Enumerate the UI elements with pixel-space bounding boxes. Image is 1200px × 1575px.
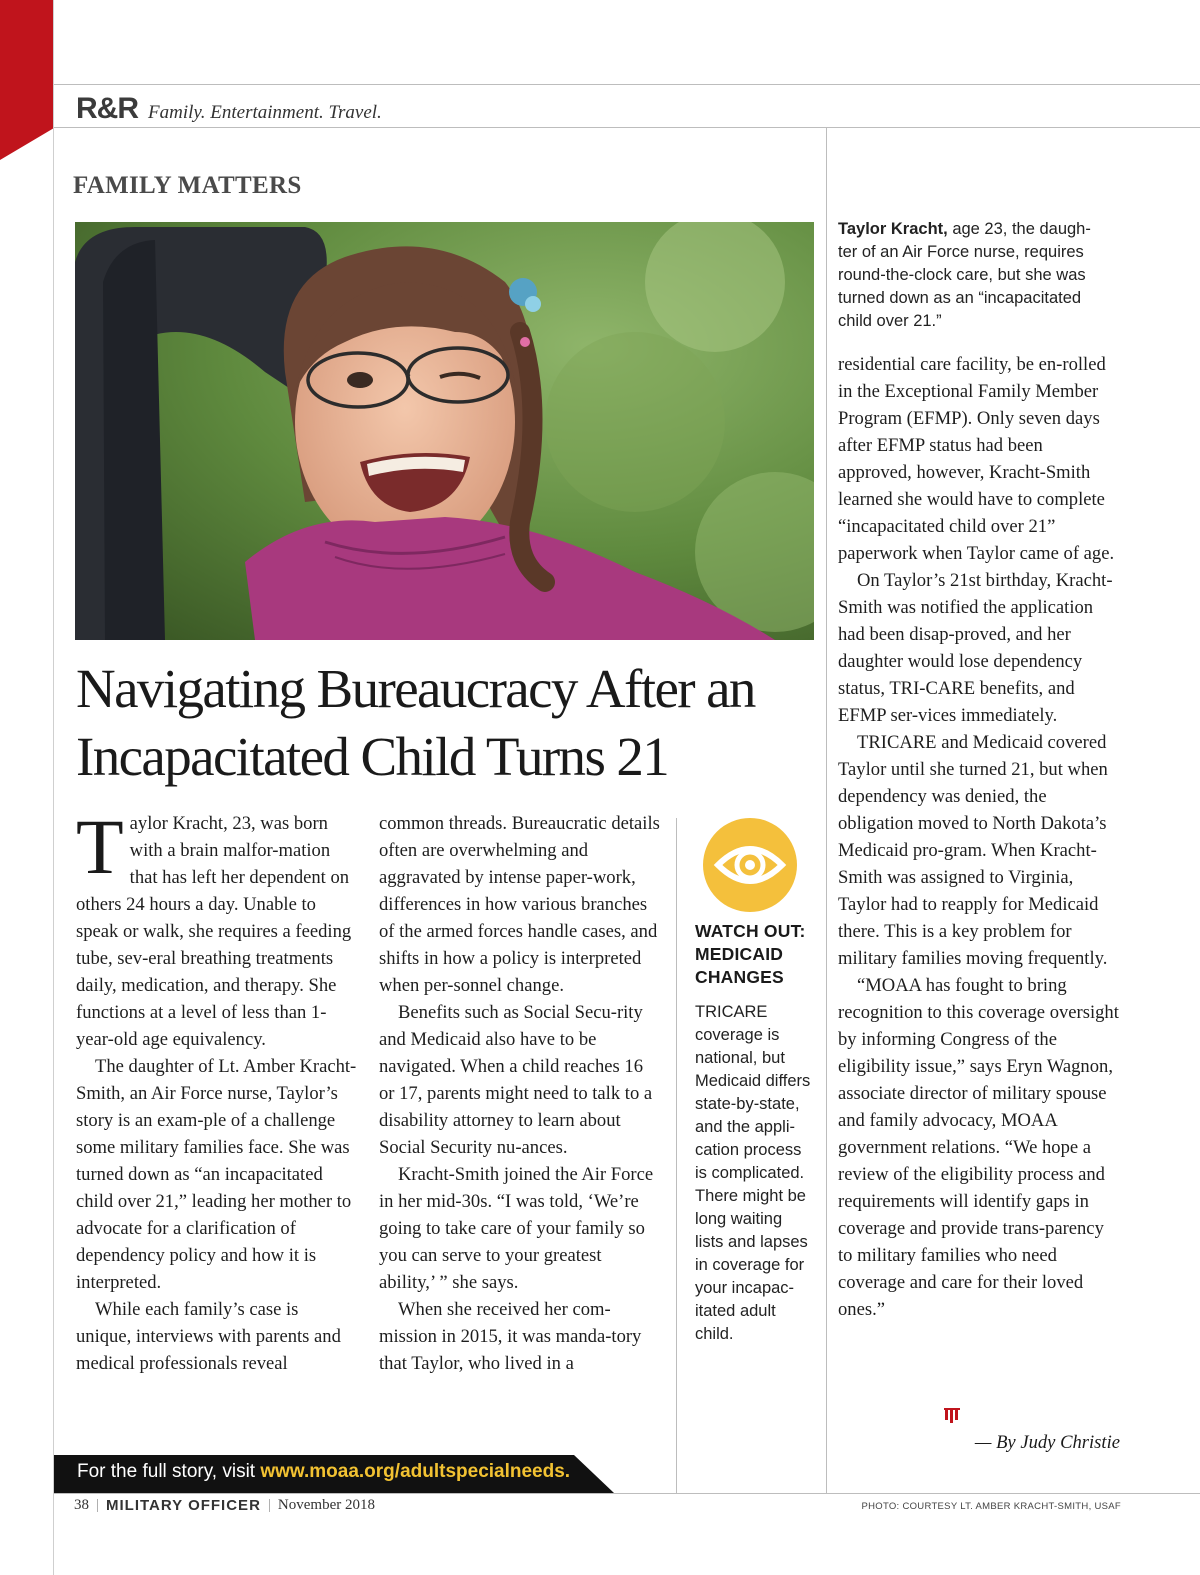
end-mark-icon: [944, 1408, 962, 1424]
section-tagline: Family. Entertainment. Travel.: [148, 102, 382, 123]
eye-icon: [702, 817, 798, 913]
sidebar-title: WATCH OUT: MEDICAID CHANGES: [695, 921, 806, 987]
column-divider-right: [826, 127, 827, 1494]
column-label: FAMILY MATTERS: [73, 172, 302, 199]
article-paragraph: Taylor Kracht, 23, was born with a brain malfor-mation that has left her dependent on others 24 hours a day. Unable to speak or walk, she requires a feeding tube, sev-eral breathing treatments daily, medication, and therapy. She functions at a level of less than 1-year-old age equivalency.: [76, 803, 352, 1050]
portrait-image: [75, 222, 814, 640]
article-paragraph: TRICARE and Medicaid covered Taylor until she turned 21, but when dependency was denied, the obligation moved to North Dakota’s Medicaid pro-gram. When Kracht-Smith was assigned to Virginia, Taylor had to reapply for Medicaid there. This is a key problem for military families moving frequently.: [838, 732, 1108, 969]
article-paragraph: When she received her com-mission in 2015, it was manda-tory that Taylor, who lived in a: [379, 1299, 642, 1374]
sidebar-text: TRICARE coverage is national, but Medicaid differs state-by-state, and the appli-cation process is complicated. There might be long waiting lists and lapses in coverage for your incapac-itated adult child.: [695, 1003, 811, 1343]
margin-rule: [53, 0, 54, 1575]
article-paragraph: While each family’s case is unique, interviews with parents and medical professionals reveal: [76, 1299, 341, 1374]
article-column-1: [76, 803, 358, 1377]
article-paragraph: Kracht-Smith joined the Air Force in her mid-30s. “I was told, ‘We’re going to take care of your family so you can serve to your greatest ability,’ ” she says.: [379, 1164, 654, 1293]
article-paragraph: “MOAA has fought to bring recognition to this coverage oversight by informing Congress of the eligibility issue,” says Eryn Wagnon, associate director of military spouse and family advocacy, MOAA government relations. “We hope a review of the eligibility process and requirements will identify gaps in coverage and provide trans-parency to military families who need coverage and care for their loved ones.”: [838, 975, 1119, 1320]
photo-caption: [838, 218, 1108, 333]
footer-separator: |: [267, 1497, 271, 1513]
publication-name: MILITARY OFFICER: [106, 1497, 261, 1514]
article-paragraph: On Taylor’s 21st birthday, Kracht-Smith was notified the application had been disap-proved, and her daughter would lose dependency status, TRI-CARE benefits, and EFMP ser-vices immediately.: [838, 570, 1113, 726]
page-number: 38: [74, 1497, 89, 1513]
article-column-2: [379, 810, 661, 1377]
article-headline: Navigating Bureaucracy After an Incapacitated Child Turns 21: [76, 658, 755, 787]
section-color-tab: [0, 0, 54, 160]
header-rule-top: [54, 84, 1200, 85]
article-column-3: [838, 351, 1120, 1323]
article-photo: [75, 222, 814, 640]
caption-text: age 23, the daugh-ter of an Air Force nurse, requires round-the-clock care, but she was turned down as an “incapacitated child over 21.”: [838, 220, 1091, 330]
drop-cap: T: [76, 803, 124, 890]
page-footer: [74, 1497, 375, 1514]
article-paragraph: Benefits such as Social Secu-rity and Medicaid also have to be navigated. When a child reaches 16 or 17, parents might need to talk to a disability attorney to learn about Social Security nu-ances.: [379, 1002, 653, 1158]
section-header: [76, 92, 382, 124]
article-paragraph: residential care facility, be en-rolled in the Exceptional Family Member Program (EFMP). Only seven days after EFMP status had been approved, however, Kracht-Smith learned she would have to complete “incapacitated child over 21” paperwork when Taylor came of age.: [838, 354, 1115, 564]
section-logo: R&R: [76, 92, 138, 125]
column-divider-sidebar: [676, 818, 677, 1494]
full-story-text: For the full story, visit www.moaa.org/adultspecialneeds.: [77, 1461, 571, 1482]
full-story-link[interactable]: www.moaa.org/adultspecialneeds.: [260, 1461, 571, 1482]
caption-name: Taylor Kracht,: [838, 220, 948, 238]
article-byline: — By Judy Christie: [974, 1432, 1120, 1453]
issue-date: November 2018: [277, 1497, 375, 1513]
article-paragraph: common threads. Bureaucratic details often are overwhelming and aggravated by intense paper-work, differences in how various branches of the armed forces handle cases, and shifts in how a policy is interpreted when per-sonnel change.: [379, 813, 660, 996]
photo-credit: PHOTO: COURTESY LT. AMBER KRACHT-SMITH, USAF: [861, 1501, 1121, 1512]
footer-rule: [54, 1493, 1200, 1494]
header-rule-bottom: [54, 127, 1200, 128]
footer-separator: |: [96, 1497, 100, 1513]
article-paragraph: The daughter of Lt. Amber Kracht-Smith, an Air Force nurse, Taylor’s story is an exam-ple of a challenge some military families face. She was turned down as “an incapacitated child over 21,” leading her mother to advocate for a clarification of dependency policy and how it is interpreted.: [76, 1056, 357, 1293]
